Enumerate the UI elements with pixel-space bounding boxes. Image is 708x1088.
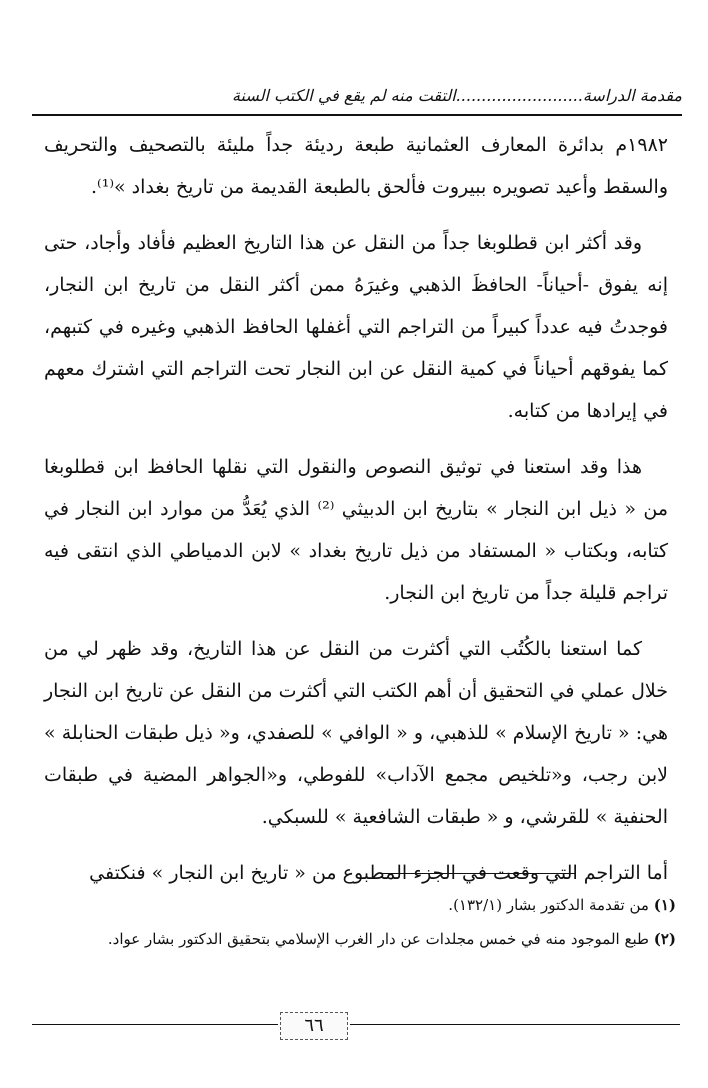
footnotes — [40, 888, 676, 956]
main-text — [44, 124, 668, 894]
footnote-text: طبع الموجود منه في خمس مجلدات عن دار الغرب الإسلامي بتحقيق الدكتور بشار عواد. — [107, 930, 649, 948]
footnote — [40, 888, 676, 922]
paragraph: أما التراجم التي وقعت في الجزء المطبوع من « تاريخ ابن النجار » فنكتفي — [89, 862, 668, 884]
running-header: مقدمة الدراسة.........................التقت منه لم يقع في الكتب السنة — [231, 86, 682, 105]
footnote — [40, 922, 676, 956]
paragraph: ١٩٨٢م بدائرة المعارف العثمانية طبعة رديئة جداً مليئة بالتصحيف والتحريف والسقط وأعيد تصويره ببيروت فألحق بالطبعة القديمة من تاريخ بغداد »⁽¹⁾. — [44, 134, 668, 198]
paragraph: وقد أكثر ابن قطلوبغا جداً من النقل عن هذا التاريخ العظيم فأفاد وأجاد، حتى إنه يفوق -أحياناً- الحافظَ الذهبي وغيرَهُ ممن أكثر النقل من تاريخ ابن النجار، فوجدتُ فيه عدداً كبيراً من التراجم التي أغفلها الحافظ الذهبي وغيره في كتبهم، كما يفوقهم أحياناً في كمية النقل عن ابن النجار تحت التراجم التي اشترك معهم في إيرادها من كتابه. — [44, 232, 668, 422]
footer-rule — [350, 1024, 680, 1025]
footnote-number: (١) — [653, 896, 676, 914]
page-number: ٦٦ — [280, 1012, 348, 1040]
paragraph: هذا وقد استعنا في توثيق النصوص والنقول التي نقلها الحافظ ابن قطلوبغا من « ذيل ابن النجار » بتاريخ ابن الدبيثي ⁽²⁾ الذي يُعَدُّ من موارد ابن النجار في كتابه، وبكتاب « المستفاد من ذيل تاريخ بغداد » لابن الدمياطي الذي انتقى فيه تراجم قليلة جداً من تاريخ ابن النجار. — [44, 456, 668, 604]
footnote-number: (٢) — [653, 930, 676, 948]
paragraph: كما استعنا بالكُتُب التي أكثرت من النقل عن هذا التاريخ، وقد ظهر لي من خلال عملي في التحقيق أن أهم الكتب التي أكثرت من النقل عن تاريخ ابن النجار هي: « تاريخ الإسلام » للذهبي، و « الوافي » للصفدي، و« ذيل طبقات الحنابلة » لابن رجب، و«تلخيص مجمع الآداب» للفوطي، و«الجواهر المضية في طبقات الحنفية » للقرشي، و « طبقات الشافعية » للسبكي. — [44, 638, 668, 828]
footnote-text: من تقدمة الدكتور بشار (١٣٢/١). — [448, 896, 649, 914]
header-rule — [32, 114, 682, 116]
footnote-separator — [380, 873, 576, 874]
footer-rule — [32, 1024, 278, 1025]
